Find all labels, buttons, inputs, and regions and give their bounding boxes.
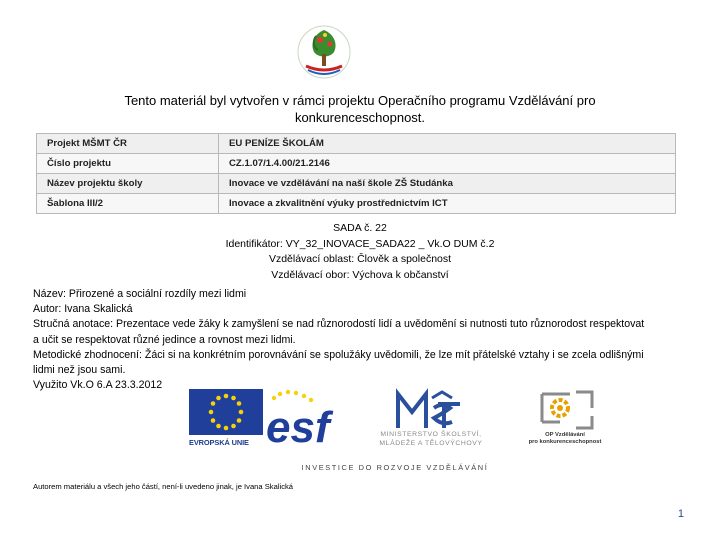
- table-value: EU PENÍZE ŠKOLÁM: [219, 134, 676, 154]
- intro-line-2: konkurenceschopnost.: [294, 110, 426, 125]
- sada-identifier: Identifikátor: VY_32_INOVACE_SADA22 _ Vk.O DUM č.2: [225, 237, 495, 250]
- table-value: Inovace a zkvalitnění výuky prostřednictvím ICT: [219, 194, 676, 214]
- school-logo-icon: [296, 22, 352, 80]
- eu-label: EVROPSKÁ UNIE: [189, 438, 249, 447]
- intro-text: [60, 92, 660, 126]
- eu-flag-icon: [189, 389, 263, 435]
- material-title: Název: Přirozené a sociální rozdíly mezi lidmi: [33, 288, 247, 300]
- material-author: Autor: Ivana Skalická: [33, 303, 133, 316]
- project-info-table: [36, 133, 676, 214]
- annotation-line-2: a učit se respektovat různé jedince a rovnost mezi lidmi.: [33, 333, 296, 346]
- table-value: Inovace ve vzdělávání na naší škole ZŠ Studánka: [219, 174, 676, 194]
- msmt-line-2: MLÁDEŽE A TĚLOVÝCHOVY: [379, 439, 483, 447]
- sada-area: Vzdělávací oblast: Člověk a společnost: [268, 253, 452, 265]
- sada-subject: Vzdělávací obor: Výchova k občanství: [271, 268, 449, 281]
- table-row: [37, 154, 676, 174]
- bottom-divider: [0, 527, 720, 528]
- table-key: Číslo projektu: [37, 154, 219, 174]
- msmt-line-1: MINISTERSTVO ŠKOLSTVÍ,: [380, 431, 482, 438]
- usage-note: Využito Vk.O 6.A 23.3.2012: [33, 379, 163, 392]
- sada-number: SADA č. 22: [333, 222, 387, 234]
- table-key: Název projektu školy: [37, 174, 219, 194]
- intro-line-1: Tento materiál byl vytvořen v rámci projektu Operačního programu Vzdělávání pro: [124, 93, 596, 108]
- table-row: [37, 134, 676, 154]
- op-logo-icon: [536, 388, 596, 430]
- msmt-name: [366, 431, 496, 448]
- annotation-line-1: Stručná anotace: Prezentace vede žáky k zamyšlení se nad různorodostí lidí a uvědomění si nutnosti tuto různorodost respektovat: [33, 318, 645, 331]
- op-line-1: OP Vzdělávání: [545, 432, 585, 438]
- table-key: Projekt MŠMT ČR: [37, 134, 219, 154]
- material-details: [33, 287, 693, 393]
- evaluation-line-2: lidmi než jsou sami.: [33, 364, 126, 377]
- sada-info: [180, 221, 540, 283]
- table-row: [37, 194, 676, 214]
- esf-logo-icon: [264, 388, 342, 450]
- page-number: 1: [677, 508, 684, 520]
- svg-text:esf: esf: [266, 403, 330, 450]
- investice-slogan: INVESTICE DO ROZVOJE VZDĚLÁVÁNÍ: [301, 463, 489, 472]
- author-note: Autorem materiálu a všech jeho částí, není-li uvedeno jinak, je Ivana Skalická: [33, 482, 294, 491]
- msmt-logo-icon: [394, 388, 464, 432]
- table-value: CZ.1.07/1.4.00/21.2146: [219, 154, 676, 174]
- table-row: [37, 174, 676, 194]
- op-line-2: pro konkurenceschopnost: [528, 439, 602, 445]
- op-name: [510, 432, 620, 446]
- table-key: Šablona III/2: [37, 194, 219, 214]
- evaluation-line-1: Metodické zhodnocení: Žáci si na konkrétním porovnávání se spolužáky uvědomili, že lze mít přátelské vztahy i se zcela odlišnými: [33, 348, 644, 361]
